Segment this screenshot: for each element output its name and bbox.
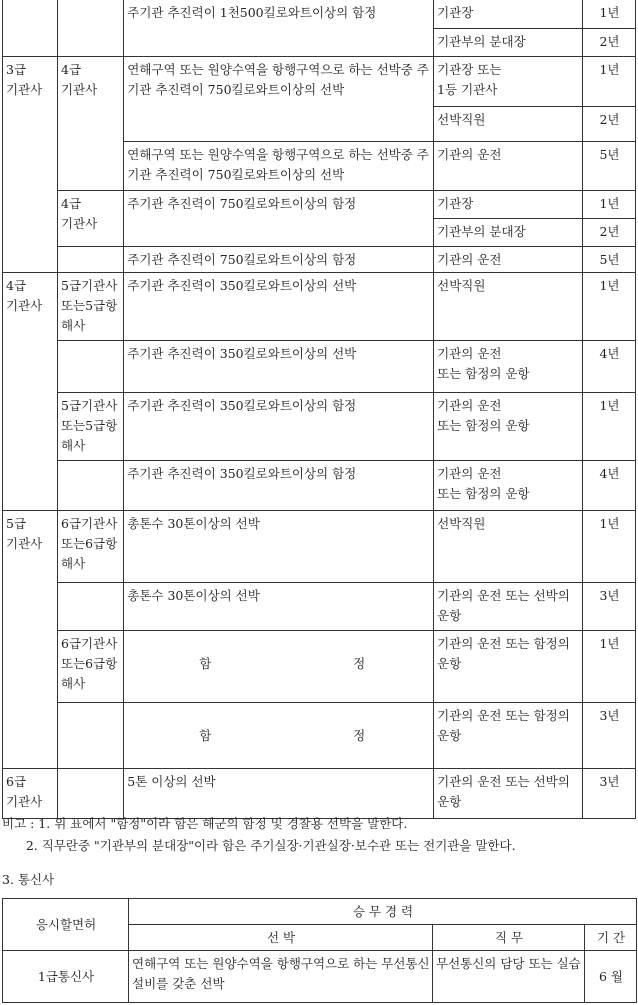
table-row — [3, 630, 636, 702]
duty-cell: 선박직원 — [434, 106, 583, 141]
vessel-cell: 주기관 추진력이 350킬로와트이상의 선박 — [124, 340, 434, 392]
vessel-cell: 주기관 추진력이 350킬로와트이상의 함정 — [124, 392, 434, 460]
license-cell: 1급통신사 — [3, 951, 129, 1003]
vessel-cell: 주기관 추진력이 750킬로와트이상의 함정 — [124, 246, 434, 272]
table-row — [3, 510, 636, 582]
vessel-cell: 주기관 추진력이 350킬로와트이상의 함정 — [124, 460, 434, 510]
term-cell: 1년 — [582, 190, 635, 218]
table-row — [3, 246, 636, 272]
vessel-text-b: 정 — [353, 655, 366, 671]
duty-cell: 무선통신의 담당 또는 실습 — [433, 951, 585, 1003]
term-cell: 5년 — [582, 246, 635, 272]
table-row — [3, 190, 636, 218]
prior-license-cell: 5급기관사 또는5급항 해사 — [58, 272, 124, 340]
table-row — [3, 768, 636, 818]
term-cell: 1년 — [582, 56, 635, 106]
duty-cell: 기관의 운전 또는 함정의 운항 — [434, 702, 583, 768]
prior-license-cell: 6급기관사 또는6급항 해사 — [58, 630, 124, 702]
table-row — [3, 702, 636, 768]
vessel-cell: 총톤수 30톤이상의 선박 — [124, 582, 434, 630]
term-cell: 4년 — [582, 460, 635, 510]
license-cell — [3, 0, 58, 56]
term-cell: 2년 — [582, 28, 635, 56]
table-row — [3, 951, 637, 1003]
term-cell: 2년 — [582, 218, 635, 246]
prior-license-cell — [58, 702, 124, 768]
prior-license-cell — [58, 582, 124, 630]
table-row — [3, 392, 636, 460]
duty-cell: 기관장 — [434, 190, 583, 218]
prior-license-cell — [58, 340, 124, 392]
prior-license-cell: 6급기관사 또는6급항 해사 — [58, 510, 124, 582]
vessel-cell: 연해구역 또는 원양수역을 항행구역으로 하는 선박중 주기관 추진력이 750킬로와트이상의 선박 — [124, 141, 434, 190]
table-row — [3, 340, 636, 392]
vessel-cell: 주기관 추진력이 350킬로와트이상의 선박 — [124, 272, 434, 340]
term-cell: 2년 — [582, 106, 635, 141]
duty-cell: 기관의 운전 — [434, 141, 583, 190]
term-cell: 3년 — [582, 582, 635, 630]
term-cell: 1년 — [582, 0, 635, 28]
term-cell: 4년 — [582, 340, 635, 392]
term-cell: 3년 — [582, 702, 635, 768]
license-cell: 5급 기관사 — [3, 510, 58, 768]
vessel-cell — [124, 630, 434, 702]
duty-cell: 기관부의 분대장 — [434, 28, 583, 56]
remark-line-2: 2. 직무란중 "기관부의 분대장"이라 함은 주기실장·기관실장·보수관 또는 전기관을 말한다. — [2, 838, 516, 853]
vessel-text-a: 함 — [199, 727, 212, 743]
prior-license-cell: 5급기관사 또는5급항 해사 — [58, 392, 124, 460]
table-header-row — [3, 899, 637, 925]
prior-license-cell — [58, 460, 124, 510]
term-cell: 1년 — [582, 510, 635, 582]
header-career: 승 무 경 력 — [129, 899, 637, 925]
duty-cell: 기관의 운전 또는 선박의 운항 — [434, 768, 583, 818]
vessel-text-b: 정 — [353, 727, 366, 743]
duty-cell: 기관의 운전 또는 함정의 운항 — [434, 460, 583, 510]
vessel-cell: 5톤 이상의 선박 — [124, 768, 434, 818]
prior-license-cell: 4급 기관사 — [58, 190, 124, 246]
remark-line-1: 비고 : 1. 위 표에서 "함정"이라 함은 해군의 함정 및 경찰용 선박을 말한다. — [2, 816, 408, 831]
table-row — [3, 56, 636, 106]
vessel-cell: 주기관 추진력이 750킬로와트이상의 함정 — [124, 190, 434, 246]
term-cell: 6 월 — [585, 951, 637, 1003]
term-cell: 1년 — [582, 392, 635, 460]
prior-license-cell — [58, 0, 124, 56]
vessel-cell — [124, 702, 434, 768]
vessel-cell: 연해구역 또는 원양수역을 항행구역으로 하는 무선통신 설비를 갖춘 선박 — [129, 951, 433, 1003]
duty-cell: 기관부의 분대장 — [434, 218, 583, 246]
prior-license-cell — [58, 768, 124, 818]
header-duty: 직 무 — [433, 925, 585, 951]
table-row — [3, 582, 636, 630]
table-row — [3, 272, 636, 340]
table-row — [3, 460, 636, 510]
duty-cell: 선박직원 — [434, 510, 583, 582]
header-term: 기 간 — [585, 925, 637, 951]
duty-cell: 기관의 운전 또는 함정의 운항 — [434, 630, 583, 702]
term-cell: 1년 — [582, 630, 635, 702]
section-title: 3. 통신사 — [2, 872, 55, 887]
prior-license-cell: 4급 기관사 — [58, 56, 124, 190]
license-cell: 4급 기관사 — [3, 272, 58, 510]
term-cell: 1년 — [582, 272, 635, 340]
telecom-table — [2, 898, 637, 1003]
header-license: 응시할면허 — [3, 899, 129, 951]
header-ship: 선 박 — [129, 925, 433, 951]
license-cell: 3급 기관사 — [3, 56, 58, 272]
duty-cell: 기관장 — [434, 0, 583, 28]
duty-cell: 기관의 운전 또는 함정의 운항 — [434, 392, 583, 460]
qualification-table — [2, 0, 636, 819]
vessel-cell: 총톤수 30톤이상의 선박 — [124, 510, 434, 582]
table-row — [3, 0, 636, 28]
duty-cell: 선박직원 — [434, 272, 583, 340]
duty-cell: 기관장 또는 1등 기관사 — [434, 56, 583, 106]
duty-cell: 기관의 운전 또는 함정의 운항 — [434, 340, 583, 392]
vessel-cell: 연해구역 또는 원양수역을 항행구역으로 하는 선박중 주기관 추진력이 750킬로와트이상의 선박 — [124, 56, 434, 141]
vessel-cell: 주기관 추진력이 1천500킬로와트이상의 함정 — [124, 0, 434, 56]
duty-cell: 기관의 운전 — [434, 246, 583, 272]
vessel-text-a: 함 — [199, 655, 212, 671]
duty-cell: 기관의 운전 또는 선박의 운항 — [434, 582, 583, 630]
term-cell: 3년 — [582, 768, 635, 818]
term-cell: 5년 — [582, 141, 635, 190]
prior-license-cell — [58, 246, 124, 272]
license-cell: 6급 기관사 — [3, 768, 58, 818]
